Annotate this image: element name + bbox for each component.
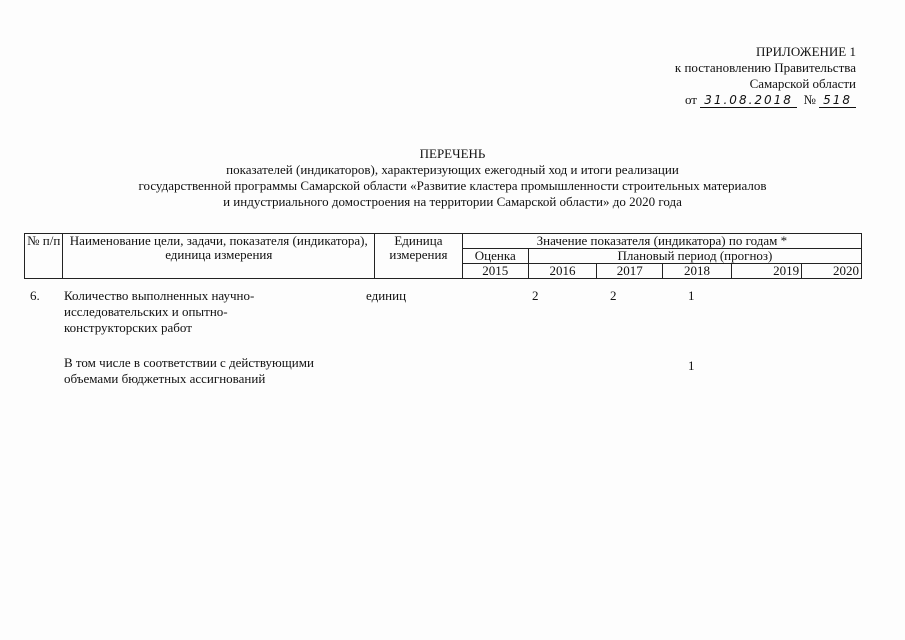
annex-title: ПРИЛОЖЕНИЕ 1	[756, 44, 856, 59]
title-line-3: и индустриального домостроения на территории Самарской области» до 2020 года	[223, 194, 682, 209]
subrow-value-2018: 1	[688, 358, 695, 373]
number-label: №	[803, 92, 816, 107]
title-line-2: государственной программы Самарской области «Развитие кластера промышленности строительных материалов	[138, 178, 767, 193]
annex-line-region: Самарской области	[749, 76, 856, 91]
header-year-2020: 2020	[802, 264, 862, 279]
row-value-2018: 1	[688, 288, 695, 303]
subrow-name: В том числе в соответствии с действующими объемами бюджетных ассигнований	[64, 355, 314, 386]
annex-date-number	[600, 92, 856, 108]
from-label: от	[684, 92, 697, 107]
header-year-2016: 2016	[528, 264, 596, 279]
indicators-table-header	[24, 233, 862, 279]
document-heading: ПЕРЕЧЕНЬ	[419, 146, 486, 161]
header-year-2019: 2019	[731, 264, 801, 279]
title-line-1: показателей (индикаторов), характеризующих ежегодный ход и итоги реализации	[226, 162, 679, 177]
header-year-2018: 2018	[663, 264, 731, 279]
header-values: Значение показателя (индикатора) по годам *	[462, 234, 861, 249]
header-planned: Плановый период (прогноз)	[528, 249, 861, 264]
row-value-2017: 2	[610, 288, 617, 303]
row-num: 6.	[30, 288, 40, 303]
annex-block	[600, 44, 856, 108]
handwritten-number: 518	[819, 93, 856, 108]
row-value-2016: 2	[532, 288, 539, 303]
header-year-2017: 2017	[597, 264, 663, 279]
document-title-block	[0, 146, 905, 210]
header-unit: Единица измерения	[375, 234, 463, 279]
row-unit: единиц	[366, 288, 407, 303]
header-estimate: Оценка	[462, 249, 528, 264]
header-year-2015: 2015	[462, 264, 528, 279]
row-name: Количество выполненных научно-исследовательских и опытно-конструкторских работ	[64, 288, 255, 335]
header-name: Наименование цели, задачи, показателя (индикатора), единица измерения	[63, 234, 375, 279]
handwritten-date: 31.08.2018	[700, 93, 797, 108]
header-num: № п/п	[25, 234, 63, 279]
annex-line-resolution: к постановлению Правительства	[674, 60, 856, 75]
